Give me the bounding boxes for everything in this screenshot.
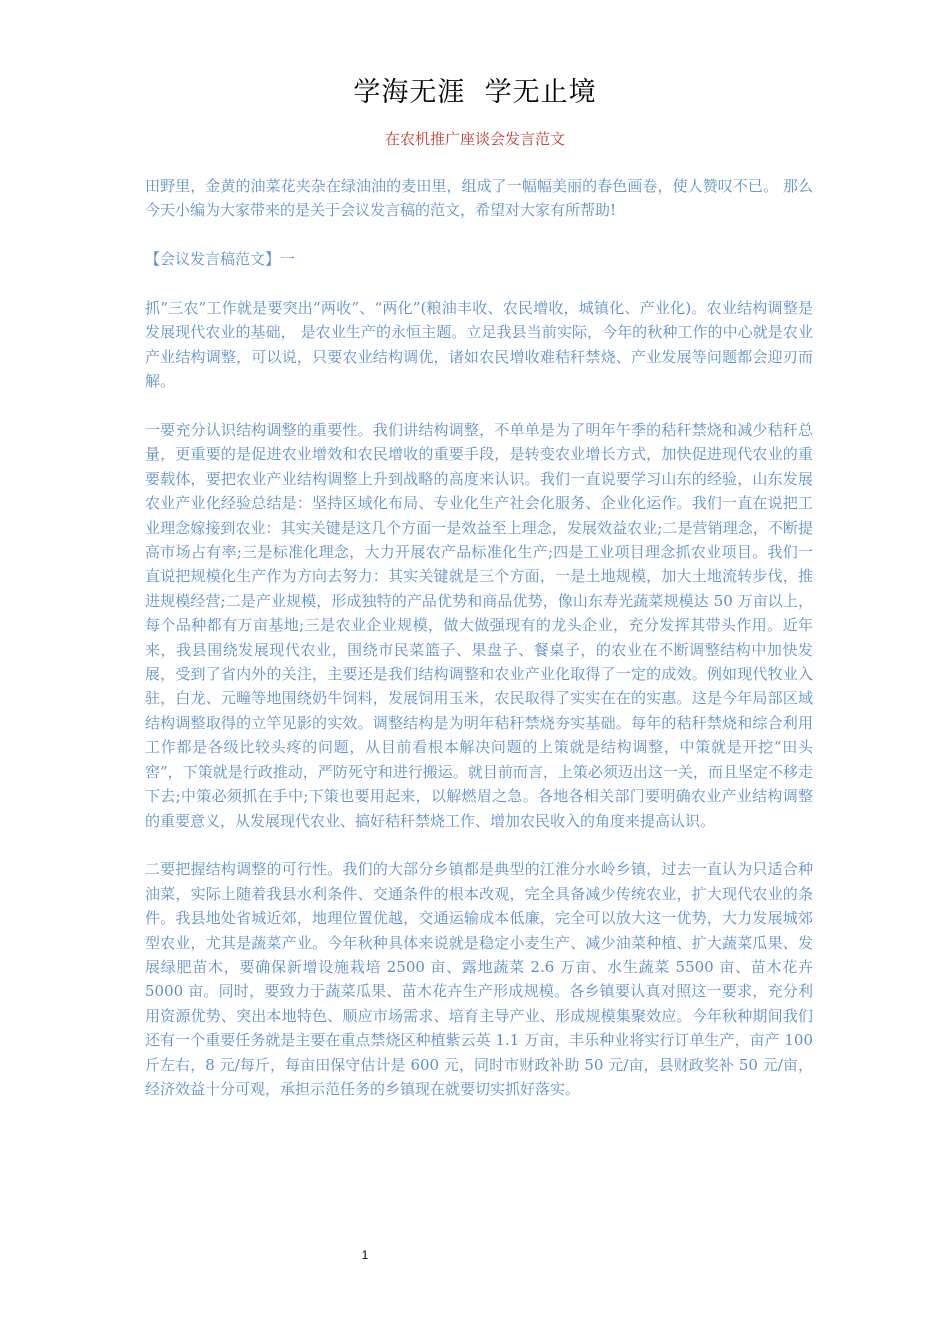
- document-title: 在农机推广座谈会发言范文: [384, 130, 565, 148]
- page-header-title: 学海无涯 学无止境: [353, 77, 597, 108]
- intro-paragraph: 田野里，金黄的油菜花夹杂在绿油油的麦田里，组成了一幅幅美丽的春色画卷，使人赞叹不已。 那么今天小编为大家带来的是关于会议发言稿的范文，希望对大家有所帮助!: [145, 177, 813, 220]
- body-paragraph: 二要把握结构调整的可行性。我们的大部分乡镇都是典型的江淮分水岭乡镇，过去一直认为只适合种油菜，实际上随着我县水利条件、交通条件的根本改观，完全具备减少传统农业，扩大现代农业的条件。我县地处省城近郊，地理位置优越，交通运输成本低廉，完全可以放大这一优势，大力发展城郊型农业，尤其是蔬菜产业。今年秋种具体来说就是稳定小麦生产、减少油菜种植、扩大蔬菜瓜果、发展绿肥苗木，要确保新增设施栽培 2500 亩、露地蔬菜 2.6 万亩、水生蔬菜 5500 亩、苗木花卉 5000 亩。同时，要致力于蔬菜瓜果、苗木花卉生产形成规模。各乡镇要认真对照这一要求，充分利用资源优势、突出本地特色、顺应市场需求、培育主导产业、形成规模集聚效应。今年秋种期间我们还有一个重要任务就是主要在重点禁烧区种植紫云英 1.1 万亩，丰乐种业将实行订单生产，亩产 100 斤左右，8 元/每斤，每亩田保守估计是 600 元，同时市财政补助 50 元/亩，县财政奖补 50 元/亩，经济效益十分可观，承担示范任务的乡镇现在就要切实抓好落实。: [145, 860, 813, 1098]
- body-paragraph: 抓“三农”工作就是要突出“两收”、“两化”(粮油丰收、农民增收，城镇化、产业化)。农业结构调整是发展现代农业的基础， 是农业生产的永恒主题。立足我县当前实际，今年的秋种工作的中心就是农业产业结构调整，可以说，只要农业结构调优，诸如农民增收难秸秆禁烧、产业发展等问题都会迎刃而解。: [145, 299, 813, 391]
- body-paragraph: 一要充分认识结构调整的重要性。我们讲结构调整，不单单是为了明年午季的秸秆禁烧和减少秸秆总量，更重要的是促进农业增效和农民增收的重要手段，是转变农业增长方式，加快促进现代农业的重要载体，要把农业产业结构调整上升到战略的高度来认识。我们一直说要学习山东的经验，山东发展农业产业化经验总结是：坚持区域化布局、专业化生产社会化服务、企业化运作。我们一直在说把工业理念嫁接到农业：其实关键是这几个方面一是效益至上理念，发展效益农业;二是营销理念，不断提高市场占有率;三是标准化理念，大力开展农产品标准化生产;四是工业项目理念抓农业项目。我们一直说把规模化生产作为方向去努力：其实关键就是三个方面，一是土地规模，加大土地流转步伐，推进规模经营;二是产业规模，形成独特的产品优势和商品优势，像山东寿光蔬菜规模达 50 万亩以上，每个品种都有万亩基地;三是农业企业规模，做大做强现有的龙头企业，充分发挥其带头作用。近年来，我县围绕发展现代农业，围绕市民菜篮子、果盘子、餐桌子，的农业在不断调整结构中加快发展，受到了省内外的关注，主要还是我们结构调整和农业产业化取得了一定的成效。例如现代牧业入驻，白龙、元疃等地围绕奶牛饲料，发展饲用玉米，农民取得了实实在在的实惠。这是今年局部区域结构调整取得的立竿见影的实效。调整结构是为明年秸秆禁烧夯实基础。每年的秸秆禁烧和综合利用工作都是各级比较头疼的问题，从目前看根本解决问题的上策就是结构调整，中策就是开挖“田头窖”，下策就是行政推动，严防死守和进行搬运。就目前而言，上策必须迈出这一关，而且坚定不移走下去;中策必须抓在手中;下策也要用起来，以解燃眉之急。各地各相关部门要明确农业产业结构调整的重要意义，从发展现代农业、搞好秸秆禁烧工作、增加农民收入的角度来提高认识。: [145, 421, 813, 830]
- page-number: 1: [361, 1248, 369, 1262]
- document-body: [145, 174, 813, 1126]
- section-heading: 【会议发言稿范文】一: [145, 250, 296, 269]
